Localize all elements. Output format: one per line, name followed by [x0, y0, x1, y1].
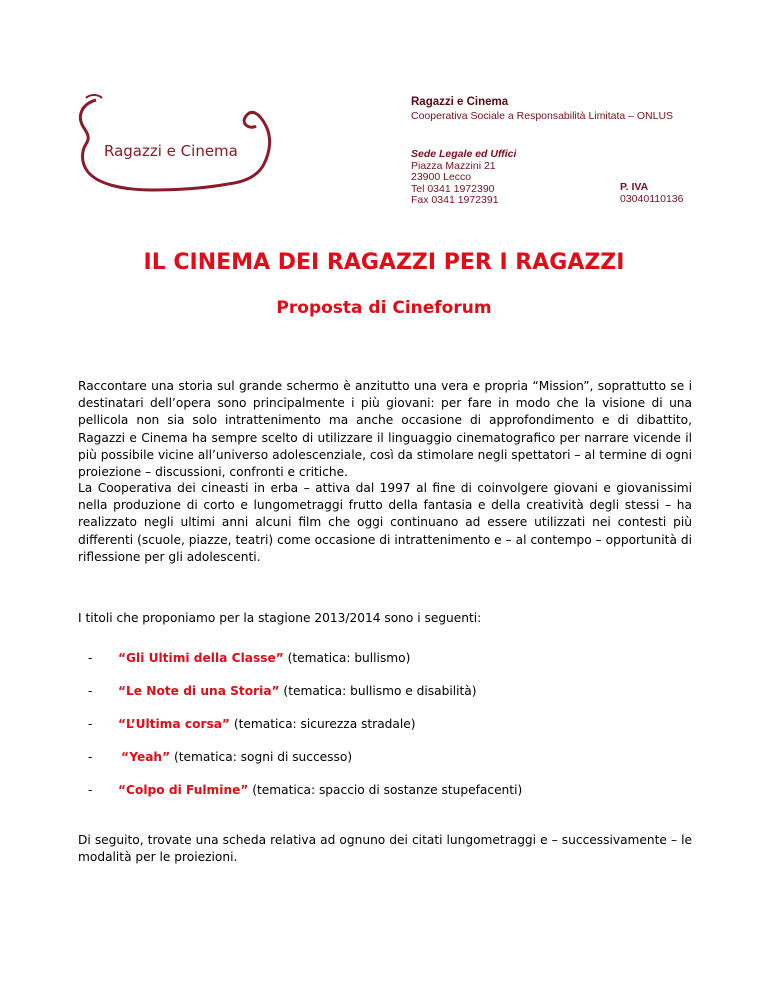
fax: Fax 0341 1972391: [411, 194, 499, 207]
company-logo: [68, 86, 288, 196]
logo-text: Ragazzi e Cinema: [104, 142, 238, 160]
film-theme: (tematica: sogni di successo): [170, 750, 353, 764]
office-address: [411, 149, 516, 207]
film-title: “Yeah”: [121, 750, 171, 764]
film-theme: (tematica: spaccio di sostanze stupefacenti): [248, 783, 523, 797]
list-bullet: -: [88, 783, 93, 797]
film-theme: (tematica: sicurezza stradale): [229, 717, 416, 731]
list-bullet: -: [88, 717, 93, 731]
paragraph-closing: Di seguito, trovate una scheda relativa ad ognuno dei citati lungometraggi e – successivamente – le modalità per le proiezioni.: [78, 833, 692, 865]
org-header: [411, 96, 673, 122]
tel: Tel 0341 1972390: [411, 182, 495, 195]
list-intro: I titoli che proponiamo per la stagione 2013/2014 sono i seguenti:: [78, 611, 482, 625]
film-title: “Gli Ultimi della Classe”: [118, 651, 284, 665]
office-title: Sede Legale ed Uffici: [411, 148, 517, 160]
vat-label: P. IVA: [620, 181, 649, 193]
org-subtitle: Cooperativa Sociale a Responsabilità Limitata – ONLUS: [411, 110, 674, 122]
document-title: IL CINEMA DEI RAGAZZI PER I RAGAZZI: [143, 250, 625, 275]
film-title: “L’Ultima corsa”: [118, 717, 230, 731]
film-theme: (tematica: bullismo): [283, 651, 411, 665]
org-name: Ragazzi e Cinema: [411, 96, 509, 108]
logo-graphic: [68, 86, 288, 196]
list-bullet: -: [88, 750, 93, 764]
paragraph-mission: Raccontare una storia sul grande schermo è anzitutto una vera e propria “Mission”, soprattutto se i destinatari dell’opera sono principalmente i più giovani: per fare in modo che la visione di una pellicola non sia solo intrattenimento ma anche occasione di approfondimento e di dibattito, Ragazzi e Cinema ha sempre scelto di utilizzare il linguaggio cinematografico per narrare vicende il più possibile vicine all’universo adolescenziale, così da stimolare negli spettatori – al termine di ogni proiezione – discussioni, confronti e critiche.: [78, 379, 692, 480]
list-bullet: -: [88, 651, 93, 665]
paragraph-cooperative: La Cooperativa dei cineasti in erba – attiva dal 1997 al fine di coinvolgere giovani e giovanissimi nella produzione di corto e lungometraggi frutto della fantasia e della creatività degli stessi – ha realizzato negli ultimi anni alcuni film che oggi continuano ad essere utilizzati nei contesti più differenti (scuole, piazze, teatri) come occasione di intrattenimento e – al contempo – opportunità di riflessione per gli adolescenti.: [78, 481, 692, 564]
vat-number: 03040110136: [620, 192, 684, 205]
address-line2: 23900 Lecco: [411, 171, 472, 184]
film-title: “Colpo di Fulmine”: [118, 783, 249, 797]
list-bullet: -: [88, 684, 93, 698]
document-subtitle: Proposta di Cineforum: [276, 298, 492, 318]
vat-block: [620, 182, 683, 205]
address-line1: Piazza Mazzini 21: [411, 159, 496, 172]
film-title: “Le Note di una Storia”: [118, 684, 280, 698]
film-theme: (tematica: bullismo e disabilità): [279, 684, 477, 698]
